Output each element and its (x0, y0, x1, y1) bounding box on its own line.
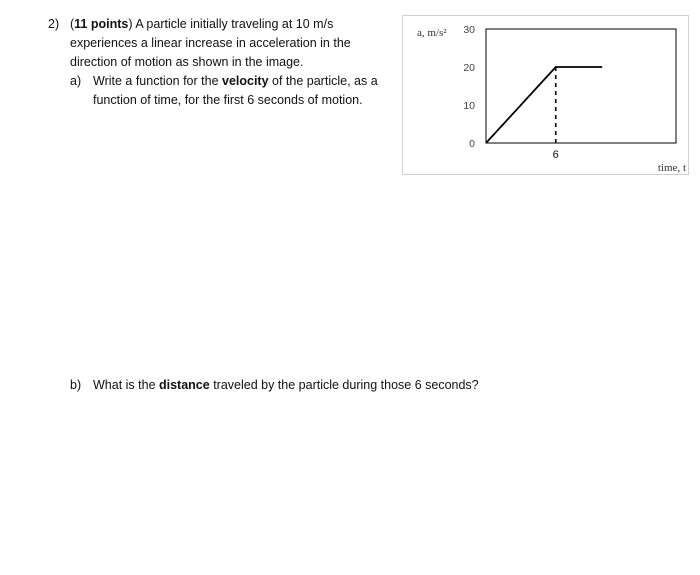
part-b-text-post: traveled by the particle during those 6 seconds? (209, 378, 479, 392)
y-axis-label: a, m/s² (417, 27, 447, 39)
part-b-label: b) (70, 378, 82, 392)
x-axis-label: time, t (657, 162, 686, 174)
part-b-bold-distance: distance (159, 378, 210, 392)
part-a-label: a) (70, 74, 82, 88)
acceleration-series-line (486, 67, 602, 143)
part-b-question (93, 378, 479, 392)
y-tick-label-0: 0 (469, 138, 475, 150)
points-close: ) (128, 17, 133, 31)
acceleration-chart (402, 15, 689, 175)
question-number: 2) (48, 17, 60, 31)
part-b-text-pre: What is the (93, 378, 159, 392)
points-label: 11 points (74, 17, 129, 31)
y-tick-label-30: 30 (463, 24, 475, 36)
question-intro-line-2: experiences a linear increase in acceleration in the (70, 36, 351, 50)
question-intro-line-3: direction of motion as shown in the image. (70, 55, 304, 69)
y-tick-label-20: 20 (463, 62, 475, 74)
y-tick-label-10: 10 (463, 100, 475, 112)
part-a-line-1 (93, 74, 378, 88)
question-intro-line-1 (70, 17, 333, 31)
part-a-text-pre: Write a function for the (93, 74, 222, 88)
intro-text-1: A particle initially traveling at 10 m/s (132, 17, 334, 31)
part-a-bold-velocity: velocity (222, 74, 269, 88)
part-a-text-post: of the particle, as a (268, 74, 378, 88)
acceleration-chart-svg (403, 16, 690, 176)
x-tick-label-6: 6 (552, 149, 559, 161)
part-a-line-2: function of time, for the first 6 seconds of motion. (93, 93, 363, 107)
plot-frame (486, 29, 676, 143)
points-open: ( (70, 17, 75, 31)
